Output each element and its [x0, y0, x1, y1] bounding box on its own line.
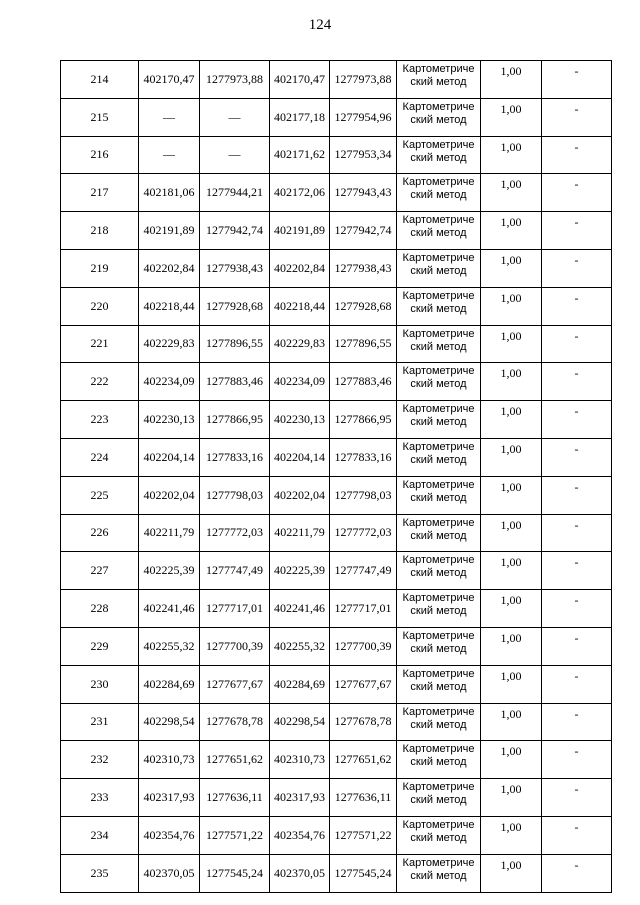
- note-cell: -: [542, 61, 612, 99]
- table-row: [61, 854, 612, 892]
- method-line-2: ский метод: [410, 605, 467, 618]
- table-row: [61, 514, 612, 552]
- existing-x-cell: 402202,04: [139, 476, 200, 514]
- note-cell: -: [542, 665, 612, 703]
- point-number-cell: 223: [61, 401, 139, 439]
- accuracy-cell: 1,00: [481, 98, 542, 136]
- existing-x-cell: 402211,79: [139, 514, 200, 552]
- point-number-cell: 234: [61, 816, 139, 854]
- existing-x-cell: —: [139, 98, 200, 136]
- note-cell: -: [542, 401, 612, 439]
- point-number-cell: 226: [61, 514, 139, 552]
- accuracy-cell: 1,00: [481, 249, 542, 287]
- accuracy-cell: 1,00: [481, 627, 542, 665]
- method-line-1: Картометриче: [402, 592, 475, 605]
- point-number-cell: 227: [61, 552, 139, 590]
- accuracy-cell: 1,00: [481, 61, 542, 99]
- table-row: [61, 779, 612, 817]
- new-y-cell: 1277651,62: [330, 741, 397, 779]
- new-x-cell: 402370,05: [270, 854, 330, 892]
- accuracy-cell: 1,00: [481, 779, 542, 817]
- point-number-cell: 231: [61, 703, 139, 741]
- method-cell: [397, 514, 481, 552]
- method-cell: [397, 741, 481, 779]
- method-line-1: Картометриче: [402, 516, 475, 529]
- table-row: [61, 61, 612, 99]
- method-line-2: ский метод: [410, 831, 467, 844]
- existing-y-cell: 1277747,49: [200, 552, 270, 590]
- table-row: [61, 816, 612, 854]
- method-line-1: Картометриче: [402, 629, 475, 642]
- method-line-2: ский метод: [410, 529, 467, 542]
- point-number-cell: 215: [61, 98, 139, 136]
- accuracy-cell: 1,00: [481, 325, 542, 363]
- method-cell: [397, 174, 481, 212]
- existing-y-cell: 1277678,78: [200, 703, 270, 741]
- note-cell: -: [542, 212, 612, 250]
- accuracy-cell: 1,00: [481, 665, 542, 703]
- existing-x-cell: 402370,05: [139, 854, 200, 892]
- note-cell: -: [542, 816, 612, 854]
- point-number-cell: 233: [61, 779, 139, 817]
- method-line-1: Картометриче: [402, 478, 475, 491]
- note-cell: -: [542, 249, 612, 287]
- table-row: [61, 401, 612, 439]
- accuracy-cell: 1,00: [481, 363, 542, 401]
- note-cell: -: [542, 438, 612, 476]
- method-cell: [397, 779, 481, 817]
- point-number-cell: 235: [61, 854, 139, 892]
- new-x-cell: 402298,54: [270, 703, 330, 741]
- new-x-cell: 402204,14: [270, 438, 330, 476]
- method-line-2: ский метод: [410, 151, 467, 164]
- existing-x-cell: —: [139, 136, 200, 174]
- existing-y-cell: 1277973,88: [200, 61, 270, 99]
- new-y-cell: 1277953,34: [330, 136, 397, 174]
- note-cell: -: [542, 779, 612, 817]
- method-cell: [397, 703, 481, 741]
- method-line-1: Картометриче: [402, 100, 475, 113]
- accuracy-cell: 1,00: [481, 476, 542, 514]
- accuracy-cell: 1,00: [481, 287, 542, 325]
- new-x-cell: 402241,46: [270, 590, 330, 628]
- method-line-2: ский метод: [410, 76, 467, 88]
- table-row: [61, 136, 612, 174]
- method-cell: [397, 590, 481, 628]
- accuracy-cell: 1,00: [481, 741, 542, 779]
- new-x-cell: 402354,76: [270, 816, 330, 854]
- new-x-cell: 402172,06: [270, 174, 330, 212]
- existing-y-cell: 1277651,62: [200, 741, 270, 779]
- existing-y-cell: 1277928,68: [200, 287, 270, 325]
- new-x-cell: 402230,13: [270, 401, 330, 439]
- method-cell: [397, 98, 481, 136]
- accuracy-cell: 1,00: [481, 136, 542, 174]
- method-line-2: ский метод: [410, 491, 467, 504]
- point-number-cell: 225: [61, 476, 139, 514]
- method-line-1: Картометриче: [402, 440, 475, 453]
- note-cell: -: [542, 627, 612, 665]
- existing-x-cell: 402234,09: [139, 363, 200, 401]
- new-y-cell: 1277717,01: [330, 590, 397, 628]
- new-y-cell: 1277833,16: [330, 438, 397, 476]
- method-line-2: ский метод: [410, 869, 467, 882]
- method-cell: [397, 816, 481, 854]
- note-cell: -: [542, 741, 612, 779]
- point-number-cell: 216: [61, 136, 139, 174]
- note-cell: -: [542, 136, 612, 174]
- existing-y-cell: 1277772,03: [200, 514, 270, 552]
- method-line-1: Картометриче: [402, 554, 475, 567]
- new-y-cell: 1277798,03: [330, 476, 397, 514]
- existing-x-cell: 402284,69: [139, 665, 200, 703]
- new-x-cell: 402202,04: [270, 476, 330, 514]
- new-x-cell: 402229,83: [270, 325, 330, 363]
- method-cell: [397, 61, 481, 99]
- method-cell: [397, 552, 481, 590]
- new-y-cell: 1277866,95: [330, 401, 397, 439]
- method-line-1: Картометриче: [402, 403, 475, 416]
- new-x-cell: 402310,73: [270, 741, 330, 779]
- new-x-cell: 402171,62: [270, 136, 330, 174]
- point-number-cell: 214: [61, 61, 139, 99]
- new-y-cell: 1277571,22: [330, 816, 397, 854]
- table-row: [61, 438, 612, 476]
- existing-x-cell: 402181,06: [139, 174, 200, 212]
- existing-y-cell: 1277833,16: [200, 438, 270, 476]
- table-row: [61, 287, 612, 325]
- table-row: [61, 249, 612, 287]
- note-cell: -: [542, 174, 612, 212]
- new-x-cell: 402191,89: [270, 212, 330, 250]
- existing-y-cell: 1277896,55: [200, 325, 270, 363]
- method-line-1: Картометриче: [402, 705, 475, 718]
- new-x-cell: 402202,84: [270, 249, 330, 287]
- new-y-cell: 1277943,43: [330, 174, 397, 212]
- method-line-1: Картометриче: [402, 289, 475, 302]
- method-line-2: ский метод: [410, 642, 467, 655]
- existing-x-cell: 402202,84: [139, 249, 200, 287]
- table-row: [61, 476, 612, 514]
- method-cell: [397, 325, 481, 363]
- table-row: [61, 325, 612, 363]
- accuracy-cell: 1,00: [481, 816, 542, 854]
- method-line-2: ский метод: [410, 453, 467, 466]
- table-row: [61, 627, 612, 665]
- method-cell: [397, 136, 481, 174]
- method-cell: [397, 854, 481, 892]
- method-line-1: Картометриче: [402, 365, 475, 378]
- method-line-2: ский метод: [410, 227, 467, 240]
- point-number-cell: 217: [61, 174, 139, 212]
- method-line-2: ский метод: [410, 189, 467, 202]
- method-line-2: ский метод: [410, 718, 467, 731]
- existing-y-cell: 1277938,43: [200, 249, 270, 287]
- new-y-cell: 1277883,46: [330, 363, 397, 401]
- method-line-1: Картометриче: [402, 251, 475, 264]
- method-line-2: ский метод: [410, 794, 467, 807]
- table-row: [61, 741, 612, 779]
- existing-y-cell: 1277942,74: [200, 212, 270, 250]
- method-line-2: ский метод: [410, 264, 467, 277]
- table-row: [61, 174, 612, 212]
- point-number-cell: 230: [61, 665, 139, 703]
- existing-x-cell: 402191,89: [139, 212, 200, 250]
- new-y-cell: 1277973,88: [330, 61, 397, 99]
- accuracy-cell: 1,00: [481, 174, 542, 212]
- table-row: [61, 703, 612, 741]
- existing-x-cell: 402230,13: [139, 401, 200, 439]
- new-y-cell: 1277636,11: [330, 779, 397, 817]
- new-x-cell: 402218,44: [270, 287, 330, 325]
- existing-y-cell: 1277717,01: [200, 590, 270, 628]
- method-line-2: ский метод: [410, 113, 467, 126]
- existing-y-cell: 1277700,39: [200, 627, 270, 665]
- new-x-cell: 402284,69: [270, 665, 330, 703]
- new-y-cell: 1277938,43: [330, 249, 397, 287]
- method-cell: [397, 665, 481, 703]
- page-number: 124: [308, 17, 332, 33]
- new-x-cell: 402225,39: [270, 552, 330, 590]
- existing-y-cell: —: [200, 136, 270, 174]
- method-cell: [397, 438, 481, 476]
- point-number-cell: 229: [61, 627, 139, 665]
- accuracy-cell: 1,00: [481, 703, 542, 741]
- method-cell: [397, 363, 481, 401]
- new-y-cell: 1277954,96: [330, 98, 397, 136]
- existing-x-cell: 402317,93: [139, 779, 200, 817]
- point-number-cell: 222: [61, 363, 139, 401]
- existing-x-cell: 402241,46: [139, 590, 200, 628]
- accuracy-cell: 1,00: [481, 590, 542, 628]
- point-number-cell: 219: [61, 249, 139, 287]
- existing-x-cell: 402298,54: [139, 703, 200, 741]
- new-y-cell: 1277677,67: [330, 665, 397, 703]
- method-line-1: Картометриче: [402, 214, 475, 227]
- new-y-cell: 1277928,68: [330, 287, 397, 325]
- method-line-1: Картометриче: [402, 63, 475, 75]
- method-line-2: ский метод: [410, 416, 467, 429]
- existing-y-cell: 1277636,11: [200, 779, 270, 817]
- method-line-2: ский метод: [410, 302, 467, 315]
- new-x-cell: 402211,79: [270, 514, 330, 552]
- existing-y-cell: 1277944,21: [200, 174, 270, 212]
- note-cell: -: [542, 287, 612, 325]
- new-x-cell: 402317,93: [270, 779, 330, 817]
- note-cell: -: [542, 363, 612, 401]
- method-line-1: Картометриче: [402, 667, 475, 680]
- existing-y-cell: 1277571,22: [200, 816, 270, 854]
- existing-x-cell: 402354,76: [139, 816, 200, 854]
- point-number-cell: 218: [61, 212, 139, 250]
- existing-x-cell: 402255,32: [139, 627, 200, 665]
- new-x-cell: 402177,18: [270, 98, 330, 136]
- note-cell: -: [542, 98, 612, 136]
- accuracy-cell: 1,00: [481, 854, 542, 892]
- method-cell: [397, 287, 481, 325]
- method-cell: [397, 249, 481, 287]
- coordinates-table: [60, 60, 612, 893]
- note-cell: -: [542, 590, 612, 628]
- method-line-1: Картометриче: [402, 856, 475, 869]
- existing-y-cell: —: [200, 98, 270, 136]
- existing-x-cell: 402170,47: [139, 61, 200, 99]
- existing-x-cell: 402218,44: [139, 287, 200, 325]
- accuracy-cell: 1,00: [481, 552, 542, 590]
- point-number-cell: 224: [61, 438, 139, 476]
- existing-x-cell: 402310,73: [139, 741, 200, 779]
- accuracy-cell: 1,00: [481, 438, 542, 476]
- point-number-cell: 220: [61, 287, 139, 325]
- table-row: [61, 665, 612, 703]
- method-line-2: ский метод: [410, 340, 467, 353]
- point-number-cell: 221: [61, 325, 139, 363]
- note-cell: -: [542, 703, 612, 741]
- accuracy-cell: 1,00: [481, 514, 542, 552]
- note-cell: -: [542, 552, 612, 590]
- method-cell: [397, 627, 481, 665]
- table-row: [61, 590, 612, 628]
- method-line-1: Картометриче: [402, 743, 475, 756]
- method-line-2: ский метод: [410, 378, 467, 391]
- note-cell: -: [542, 325, 612, 363]
- method-line-1: Картометриче: [402, 138, 475, 151]
- method-line-1: Картометриче: [402, 176, 475, 189]
- new-y-cell: 1277700,39: [330, 627, 397, 665]
- method-line-2: ский метод: [410, 567, 467, 580]
- new-y-cell: 1277896,55: [330, 325, 397, 363]
- point-number-cell: 232: [61, 741, 139, 779]
- existing-y-cell: 1277677,67: [200, 665, 270, 703]
- new-y-cell: 1277678,78: [330, 703, 397, 741]
- new-y-cell: 1277942,74: [330, 212, 397, 250]
- note-cell: -: [542, 854, 612, 892]
- method-line-1: Картометриче: [402, 781, 475, 794]
- existing-x-cell: 402229,83: [139, 325, 200, 363]
- table-row: [61, 212, 612, 250]
- method-line-1: Картометриче: [402, 818, 475, 831]
- method-line-1: Картометриче: [402, 327, 475, 340]
- note-cell: -: [542, 476, 612, 514]
- existing-y-cell: 1277883,46: [200, 363, 270, 401]
- table-row: [61, 363, 612, 401]
- method-line-2: ский метод: [410, 756, 467, 769]
- method-cell: [397, 401, 481, 439]
- new-y-cell: 1277772,03: [330, 514, 397, 552]
- table-row: [61, 552, 612, 590]
- table-body: [61, 61, 612, 893]
- existing-y-cell: 1277866,95: [200, 401, 270, 439]
- method-cell: [397, 476, 481, 514]
- method-line-2: ский метод: [410, 680, 467, 693]
- existing-y-cell: 1277545,24: [200, 854, 270, 892]
- new-x-cell: 402170,47: [270, 61, 330, 99]
- new-x-cell: 402234,09: [270, 363, 330, 401]
- new-y-cell: 1277545,24: [330, 854, 397, 892]
- accuracy-cell: 1,00: [481, 401, 542, 439]
- note-cell: -: [542, 514, 612, 552]
- point-number-cell: 228: [61, 590, 139, 628]
- new-y-cell: 1277747,49: [330, 552, 397, 590]
- accuracy-cell: 1,00: [481, 212, 542, 250]
- existing-x-cell: 402225,39: [139, 552, 200, 590]
- method-cell: [397, 212, 481, 250]
- existing-y-cell: 1277798,03: [200, 476, 270, 514]
- table-row: [61, 98, 612, 136]
- existing-x-cell: 402204,14: [139, 438, 200, 476]
- new-x-cell: 402255,32: [270, 627, 330, 665]
